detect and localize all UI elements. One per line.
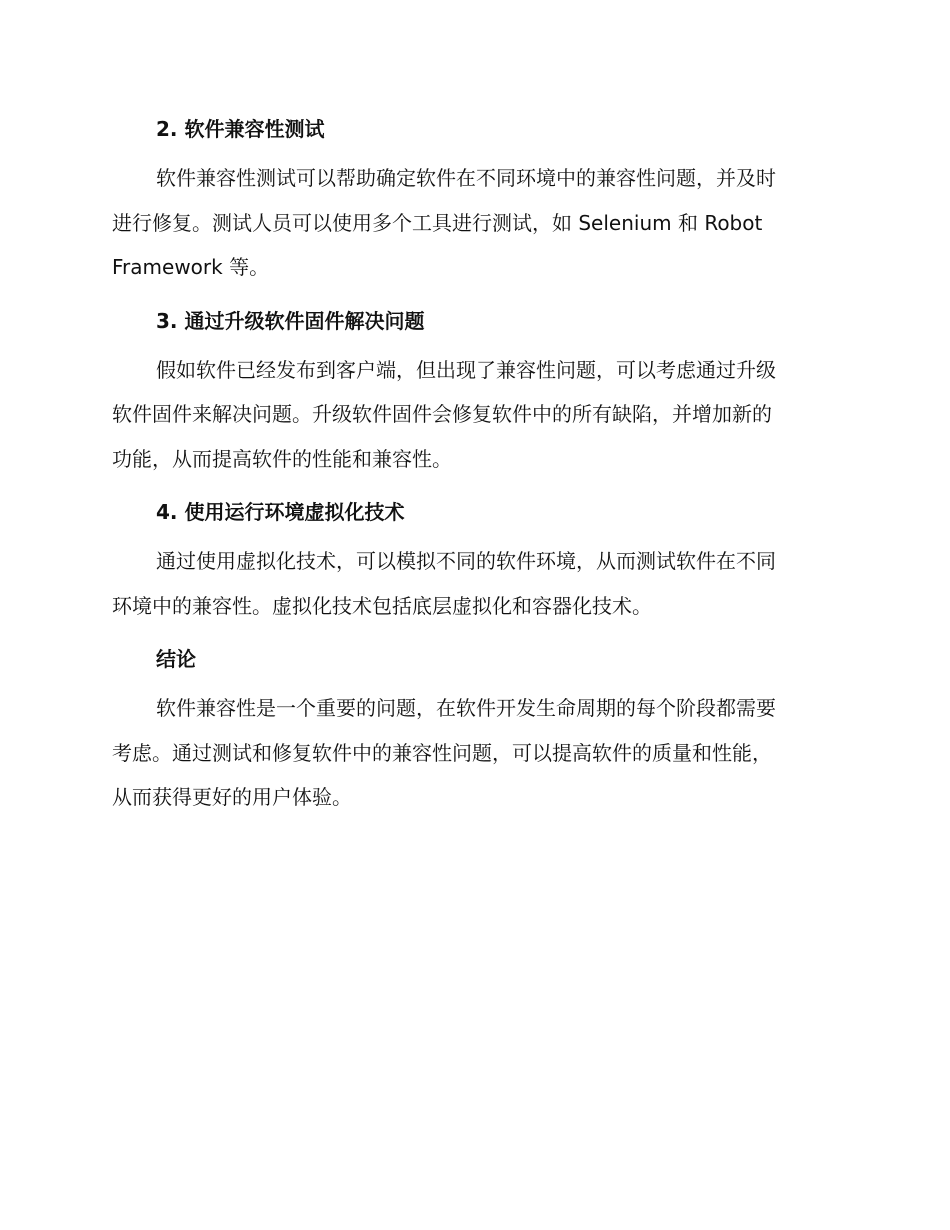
- paragraph-line: 假如软件已经发布到客户端，但出现了兼容性问题，可以考虑通过升级: [156, 357, 776, 382]
- paragraph-line: 从而获得更好的用户体验。: [112, 785, 352, 809]
- paragraph-line: 软件固件来解决问题。升级软件固件会修复软件中的所有缺陷，并增加新的: [112, 402, 772, 426]
- paragraph-line: 功能，从而提高软件的性能和兼容性。: [112, 446, 452, 471]
- paragraph-virtualization: [112, 539, 832, 628]
- paragraph-line: Framework 等。: [112, 255, 270, 279]
- paragraph-line: 通过使用虚拟化技术，可以模拟不同的软件环境，从而测试软件在不同: [156, 549, 776, 573]
- paragraph-firmware-upgrade: [112, 348, 832, 482]
- section-heading-conclusion: 结论: [156, 647, 196, 671]
- section-heading-compatibility-testing: 2. 软件兼容性测试: [156, 117, 325, 141]
- paragraph-line: 软件兼容性测试可以帮助确定软件在不同环境中的兼容性问题，并及时: [156, 166, 776, 190]
- paragraph-compatibility-testing: [112, 156, 832, 290]
- paragraph-line: 进行修复。测试人员可以使用多个工具进行测试，如 Selenium 和 Robot: [112, 210, 763, 235]
- paragraph-line: 考虑。通过测试和修复软件中的兼容性问题，可以提高软件的质量和性能，: [112, 740, 772, 765]
- document-page: [112, 112, 832, 834]
- paragraph-line: 环境中的兼容性。虚拟化技术包括底层虚拟化和容器化技术。: [112, 593, 652, 618]
- paragraph-line: 软件兼容性是一个重要的问题，在软件开发生命周期的每个阶段都需要: [156, 696, 776, 720]
- section-heading-firmware-upgrade: 3. 通过升级软件固件解决问题: [156, 308, 425, 333]
- section-heading-virtualization: 4. 使用运行环境虚拟化技术: [156, 500, 405, 524]
- paragraph-conclusion: [112, 686, 832, 820]
